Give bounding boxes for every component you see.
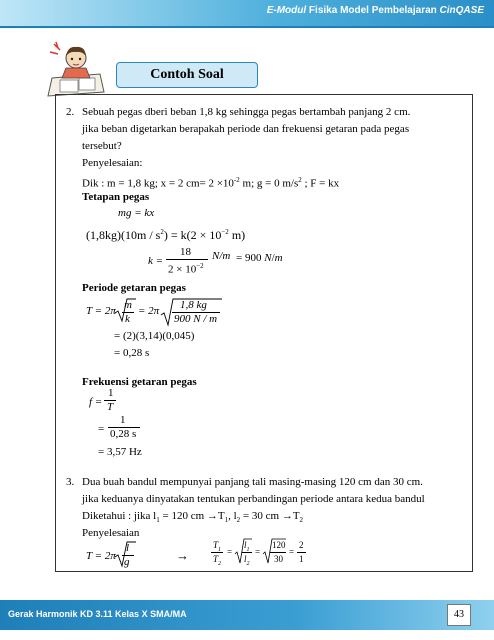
problem-2-known: Dik : m = 1,8 kg; x = 2 $cm= 2 \times 10^{-2}$ m; g = 0 $m/s^2$ ; F = kx [82, 176, 340, 190]
eq-freq-T: T [107, 401, 114, 413]
ratio-l2: $l_2$ [244, 554, 250, 567]
eq-mg-kx: mg = kx [118, 207, 155, 219]
eq-freq-eq: = [98, 423, 105, 435]
eq-k-numerator: 18 [180, 246, 191, 258]
problem-2-line-1: Sebuah pegas dberi beban 1,8 kg sehingga pegas bertambah panjang 2 cm. [82, 106, 411, 118]
eq-period-result: = 0,28 s [114, 347, 150, 359]
problem-2-line-4: Penyelesaian: [82, 157, 143, 169]
page-number: 43 [447, 604, 471, 626]
ratio-eq-1: = [227, 547, 233, 557]
eq-period-numerator: 1,8 kg [180, 299, 207, 311]
ratio-T2: $T_2$ [213, 554, 222, 567]
student-illustration-icon [46, 40, 106, 100]
ratio-eq-3: = [289, 547, 295, 557]
problem-3-number: 3. [66, 476, 75, 488]
ratio-bar-2 [242, 552, 252, 553]
eq-freq-lhs: f = [89, 396, 103, 408]
eq-period-lhs: T = 2π [86, 305, 116, 317]
ratio-bar-4 [297, 552, 306, 553]
ratio-l1: $l_1$ [244, 540, 250, 553]
eq-freq-one-2: 1 [120, 414, 126, 426]
problem-2-number: 2. [66, 106, 75, 118]
problem-2-line-2: jika beban digetarkan berapakah periode dan frekuensi getaran pada pegas [82, 123, 410, 135]
ratio-bar-3 [270, 552, 286, 553]
header-divider [0, 26, 494, 28]
eq-freq-result: = 3,57 Hz [98, 446, 142, 458]
problem-3-known: Diketahui : jika $l_1 = 120$ cm $\to T_1$, $l_2 = 30$ cm $\to T_2$ [82, 510, 304, 525]
eq-k-result: = 900 N/m [236, 252, 283, 264]
eq-k-unit: N/m [212, 250, 231, 262]
eq-pendulum-l: l [126, 542, 130, 554]
heading-frequency: Frekuensi getaran pegas [82, 376, 197, 388]
eq-freq-one: 1 [108, 387, 114, 399]
eq-k-fraction-bar [166, 259, 208, 260]
eq-period-eq: = 2π [138, 305, 160, 317]
problem-3-line-2: jika keduanya dinyatakan tentukan perbandingan periode antara kedua bandul [82, 493, 425, 505]
eq-pendulum-g: g [124, 556, 130, 568]
eq-period-k: k [125, 313, 130, 325]
eq-force: $(1,8kg)(10m / s^2) = k(2 \times 10^{-2}$ m) [86, 228, 246, 242]
heading-period: Periode getaran pegas [82, 282, 186, 294]
problem-3-solution-label: Penyelesaian [82, 527, 140, 539]
eq-freq-denominator: 0,28 s [110, 428, 137, 440]
eq-pendulum-lhs: T = 2π [86, 550, 116, 562]
section-title: Contoh Soal [116, 62, 258, 88]
ratio-eq-2: = [255, 547, 261, 557]
ratio-1: 1 [299, 554, 304, 564]
ratio-T1: $T_1$ [213, 540, 222, 553]
eq-period-denominator: 900 N / m [174, 313, 218, 325]
header-title: E-Modul Fisika Model Pembelajaran CinQASE [266, 5, 484, 16]
problem-3-line-1: Dua buah bandul mempunyai panjang tali masing-masing 120 cm dan 30 cm. [82, 476, 423, 488]
ratio-120: 120 [272, 540, 286, 550]
ratio-bar-1 [211, 552, 223, 553]
eq-period-m: m [124, 299, 132, 311]
ratio-2: 2 [299, 540, 304, 550]
problem-2-line-3: tersebut? [82, 140, 122, 152]
arrow-icon: → [176, 548, 189, 563]
ratio-30: 30 [274, 554, 283, 564]
eq-period-calc: = (2)(3,14)(0,045) [114, 330, 195, 342]
eq-k-lhs: k = [148, 255, 164, 267]
footer-text: Gerak Harmonik KD 3.11 Kelas X SMA/MA [8, 609, 187, 619]
heading-spring-constant: Tetapan pegas [82, 191, 150, 203]
eq-k-denominator: $2 \times 10^{-2}$ [168, 262, 204, 276]
